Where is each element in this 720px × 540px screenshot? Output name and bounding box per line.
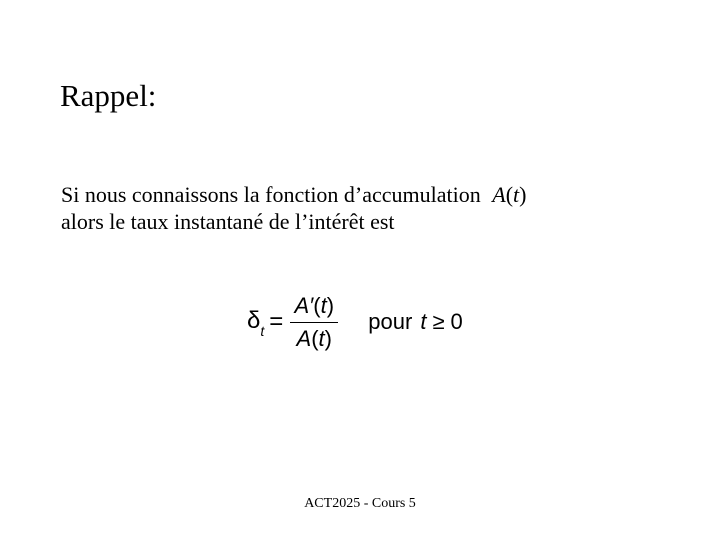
force-of-interest-formula [247, 288, 463, 356]
delta-symbol: δ [247, 307, 261, 335]
fraction [290, 293, 338, 352]
math-open-paren: ( [505, 182, 514, 207]
slide-footer: ACT2025 - Cours 5 [304, 496, 416, 511]
condition-word: pour [368, 309, 413, 334]
denominator-func: A [296, 325, 312, 351]
formula-lhs [247, 307, 264, 337]
denominator-close-paren: ) [324, 325, 332, 351]
condition-value: 0 [450, 309, 463, 334]
condition-operator: ≥ [432, 309, 445, 334]
math-close-paren: ) [519, 182, 527, 207]
slide-body [61, 181, 527, 235]
fraction-denominator [293, 326, 336, 352]
fraction-numerator [290, 293, 338, 319]
denominator-open-paren: ( [311, 325, 319, 351]
body-line-1-text: Si nous connaissons la fonction d’accumulation [61, 182, 481, 207]
numerator-func: A′ [294, 292, 314, 318]
inline-math-accumulation-function [492, 182, 526, 207]
numerator-var: t [320, 292, 327, 318]
body-line-1 [61, 181, 527, 208]
slide-title: Rappel: [60, 78, 157, 113]
delta-subscript: t [260, 322, 265, 339]
numerator-open-paren: ( [313, 292, 321, 318]
math-var-t: t [513, 182, 520, 207]
numerator-close-paren: ) [326, 292, 335, 318]
body-line-2: alors le taux instantané de l’intérêt est [61, 209, 395, 234]
fraction-bar [290, 322, 338, 323]
math-func-a: A [492, 182, 506, 207]
denominator-var: t [318, 325, 325, 351]
equals-sign: = [269, 308, 284, 335]
condition-var: t [420, 309, 427, 334]
